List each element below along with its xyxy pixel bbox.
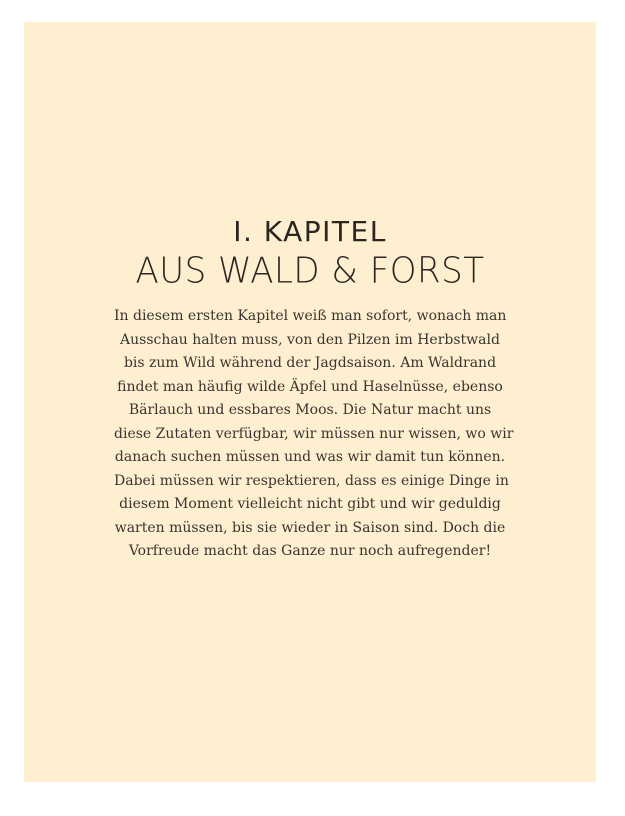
text-line: diese Zutaten verfügbar, wir müssen nur wissen, wo wir (114, 425, 514, 442)
text-line: Vorfreude macht das Ganze nur noch aufregender! (128, 543, 492, 559)
chapter-intro-text (114, 305, 514, 564)
book-page (24, 22, 596, 782)
text-line: diesem Moment vielleicht nicht gibt und wir geduldig (119, 496, 501, 512)
text-line: warten müssen, bis sie wieder in Saison sind. Doch die (114, 519, 506, 536)
text-line: In diesem ersten Kapitel weiß man sofort, wonach man (114, 308, 507, 324)
text-line: Ausschau halten muss, von den Pilzen im Herbstwald (120, 331, 500, 348)
text-line: findet man häufig wilde Äpfel und Haselnüsse, ebenso (117, 378, 503, 395)
text-line: Dabei müssen wir respektieren, dass es einige Dinge in (114, 472, 509, 489)
chapter-number: I. KAPITEL (233, 215, 387, 248)
text-line: bis zum Wild während der Jagdsaison. Am Waldrand (123, 355, 497, 371)
text-line: Bärlauch und essbares Moos. Die Natur macht uns (128, 402, 492, 418)
text-line: danach suchen müssen und was wir damit tun können. (114, 449, 506, 465)
chapter-heading (24, 214, 596, 292)
chapter-title: AUS WALD & FORST (135, 250, 485, 292)
